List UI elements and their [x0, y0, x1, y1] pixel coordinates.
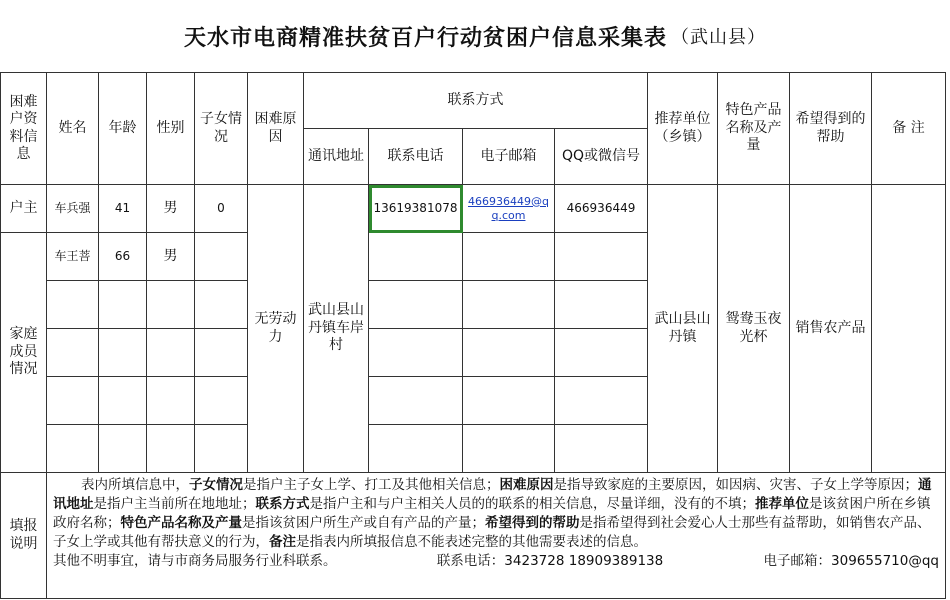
- cell-children[interactable]: [195, 425, 248, 473]
- cell-phone[interactable]: [369, 377, 463, 425]
- cell-email[interactable]: [463, 281, 555, 329]
- cell-name[interactable]: [47, 425, 99, 473]
- cell-hardship[interactable]: 无劳动力: [248, 185, 304, 473]
- cell-age[interactable]: 66: [99, 233, 147, 281]
- cell-gender[interactable]: 男: [147, 185, 195, 233]
- sheet-title: [0, 0, 950, 72]
- cell-email[interactable]: [463, 425, 555, 473]
- cell-qq[interactable]: [555, 329, 648, 377]
- header-contact: 联系方式: [304, 73, 648, 129]
- cell-name[interactable]: [47, 377, 99, 425]
- cell-age[interactable]: [99, 425, 147, 473]
- cell-age[interactable]: [99, 329, 147, 377]
- cell-qq[interactable]: 466936449: [555, 185, 648, 233]
- cell-phone[interactable]: [369, 425, 463, 473]
- cell-phone[interactable]: [369, 233, 463, 281]
- cell-children[interactable]: 0: [195, 185, 248, 233]
- footer-phone: 联系电话：3423728 18909389138: [436, 553, 664, 569]
- cell-phone[interactable]: [369, 281, 463, 329]
- header-help: 希望得到的帮助: [790, 73, 872, 185]
- cell-email[interactable]: [463, 233, 555, 281]
- county-text: （武山县）: [671, 27, 766, 48]
- cell-email[interactable]: [463, 377, 555, 425]
- cell-recommender[interactable]: 武山县山丹镇: [648, 185, 718, 473]
- cell-address[interactable]: 武山县山丹镇车岸村: [304, 185, 369, 473]
- table-row: [1, 185, 946, 233]
- cell-help[interactable]: 销售农产品: [790, 185, 872, 473]
- cell-name[interactable]: 车兵强: [47, 185, 99, 233]
- cell-name[interactable]: [47, 329, 99, 377]
- cell-phone[interactable]: [369, 329, 463, 377]
- header-name: 姓名: [47, 73, 99, 185]
- cell-product[interactable]: 鸳鸯玉夜光杯: [718, 185, 790, 473]
- cell-phone-selected[interactable]: 13619381078: [369, 185, 463, 233]
- cell-name[interactable]: [47, 281, 99, 329]
- header-qq: QQ或微信号: [555, 129, 648, 185]
- header-children: 子女情况: [195, 73, 248, 185]
- row-label-head: 户主: [1, 185, 47, 233]
- cell-email[interactable]: [463, 329, 555, 377]
- cell-gender[interactable]: 男: [147, 233, 195, 281]
- header-recommender: 推荐单位（乡镇）: [648, 73, 718, 185]
- header-phone: 联系电话: [369, 129, 463, 185]
- cell-qq[interactable]: [555, 377, 648, 425]
- header-gender: 性别: [147, 73, 195, 185]
- footer-email: 电子邮箱：309655710@qq: [763, 553, 939, 569]
- cell-qq[interactable]: [555, 425, 648, 473]
- cell-gender[interactable]: [147, 377, 195, 425]
- header-category: 困难户资料信息: [1, 73, 47, 185]
- cell-age[interactable]: [99, 377, 147, 425]
- header-product: 特色产品名称及产量: [718, 73, 790, 185]
- footer-left: 其他不明事宜，请与市商务局服务行业科联系。: [53, 553, 337, 569]
- header-address: 通讯地址: [304, 129, 369, 185]
- header-age: 年龄: [99, 73, 147, 185]
- cell-children[interactable]: [195, 281, 248, 329]
- cell-remarks[interactable]: [872, 185, 946, 473]
- notes-label: 填报说明: [1, 473, 47, 599]
- cell-age[interactable]: 41: [99, 185, 147, 233]
- row-label-family: 家庭成员情况: [1, 233, 47, 473]
- cell-children[interactable]: [195, 329, 248, 377]
- cell-gender[interactable]: [147, 425, 195, 473]
- header-email: 电子邮箱: [463, 129, 555, 185]
- header-remarks: 备 注: [872, 73, 946, 185]
- cell-age[interactable]: [99, 281, 147, 329]
- notes-text: 表内所填信息中，子女情况是指户主子女上学、打工及其他相关信息；困难原因是指导致家庭的主要原因，如因病、灾害、子女上学等原因；通讯地址是指户主当前所在地地址；联系方式是指户主和与户主相关人员的的联系的相关信息，尽量详细，没有的不填；推荐单位是该贫困户所在乡镇政府名称；特色产品名称及产量是指该贫困户所生产或自有产品的产量；希望得到的帮助是指希望得到社会爱心人士那些有益帮助，如销售农产品、子女上学或其他有帮扶意义的行为，备注是指表内所填报信息不能表述完整的其他需要表述的信息。 其他不明事宜，请与市商务局服务行业科联系。 联系电话：3423728 18909389138 电子邮箱：309655710@qq: [47, 473, 946, 599]
- title-text: 天水市电商精准扶贫百户行动贫困户信息采集表: [183, 25, 667, 51]
- cell-qq[interactable]: [555, 233, 648, 281]
- cell-name[interactable]: 车王菩: [47, 233, 99, 281]
- cell-qq[interactable]: [555, 281, 648, 329]
- header-hardship: 困难原因: [248, 73, 304, 185]
- info-table: [0, 72, 946, 599]
- cell-children[interactable]: [195, 233, 248, 281]
- cell-gender[interactable]: [147, 281, 195, 329]
- cell-children[interactable]: [195, 377, 248, 425]
- cell-gender[interactable]: [147, 329, 195, 377]
- notes-footer: [53, 552, 939, 571]
- cell-email-link[interactable]: 466936449@qq.com: [463, 185, 555, 233]
